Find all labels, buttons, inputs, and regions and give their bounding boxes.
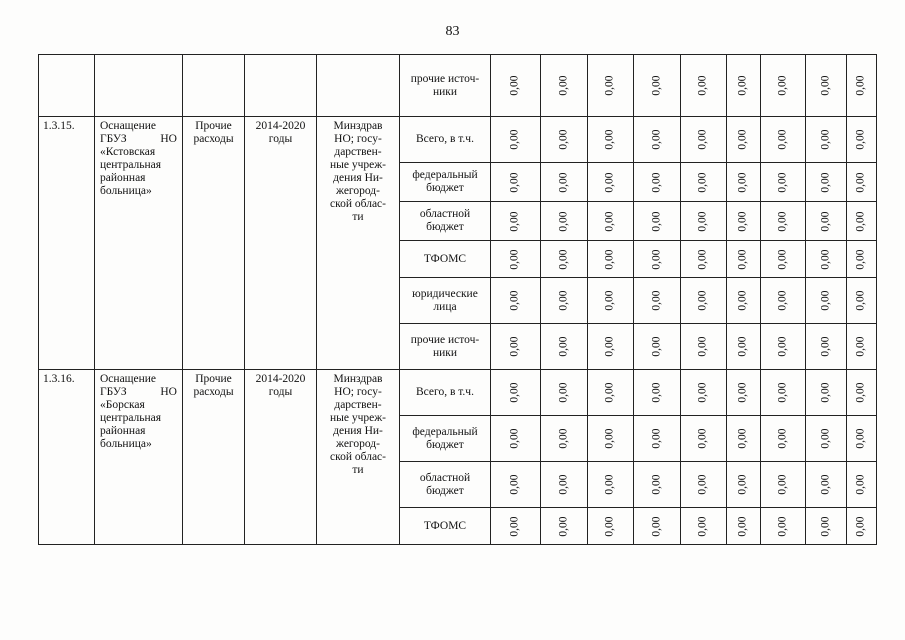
value-cell: 0,00: [727, 416, 761, 462]
value-cell: 0,00: [847, 163, 877, 202]
page-number: 83: [445, 24, 460, 39]
value-cell: 0,00: [588, 163, 634, 202]
value-cell: 0,00: [491, 202, 541, 241]
value-cell: 0,00: [681, 163, 727, 202]
value-cell: 0,00: [761, 462, 806, 508]
value-cell: 0,00: [761, 202, 806, 241]
value-cell: 0,00: [761, 241, 806, 278]
responsible-org: Минздрав НО; госу- дарствен- ные учреж- дения Ни- жегород- ской облас- ти: [317, 117, 400, 370]
value-cell: 0,00: [761, 278, 806, 324]
value-cell: 0,00: [681, 241, 727, 278]
value-cell: 0,00: [491, 370, 541, 416]
item-name: Оснащение ГБУЗ НО «Кстовская центральная районная больница»: [95, 117, 183, 370]
value-cell: 0,00: [588, 324, 634, 370]
value-cell: 0,00: [681, 278, 727, 324]
value-cell: 0,00: [681, 117, 727, 163]
value-cell: 0,00: [681, 370, 727, 416]
value-cell: 0,00: [727, 324, 761, 370]
row-source: областной бюджет: [400, 462, 491, 508]
value-cell: 0,00: [588, 202, 634, 241]
value-cell: 0,00: [588, 278, 634, 324]
value-cell: 0,00: [727, 462, 761, 508]
value-cell: 0,00: [727, 55, 761, 117]
value-cell: 0,00: [634, 416, 681, 462]
value-cell: 0,00: [541, 324, 588, 370]
funding-table: [38, 54, 877, 545]
value-cell: 0,00: [806, 202, 847, 241]
expense-type: Прочие расходы: [183, 117, 245, 370]
value-cell: 0,00: [847, 370, 877, 416]
value-cell: 0,00: [806, 241, 847, 278]
value-cell: 0,00: [541, 117, 588, 163]
value-cell: 0,00: [491, 163, 541, 202]
value-cell: 0,00: [847, 117, 877, 163]
row-source: юридические лица: [400, 278, 491, 324]
value-cell: 0,00: [634, 370, 681, 416]
value-cell: 0,00: [588, 55, 634, 117]
value-cell: 0,00: [491, 416, 541, 462]
value-cell: 0,00: [806, 117, 847, 163]
item-code: 1.3.16.: [39, 370, 95, 545]
value-cell: 0,00: [806, 462, 847, 508]
value-cell: 0,00: [847, 416, 877, 462]
row-source: Всего, в т.ч.: [400, 117, 491, 163]
value-cell: 0,00: [588, 416, 634, 462]
row-source: федеральный бюджет: [400, 163, 491, 202]
value-cell: 0,00: [588, 370, 634, 416]
expense-type: Прочие расходы: [183, 370, 245, 545]
value-cell: 0,00: [806, 416, 847, 462]
value-cell: 0,00: [681, 202, 727, 241]
empty-cell: [183, 55, 245, 117]
row-source: прочие источ- ники: [400, 324, 491, 370]
value-cell: 0,00: [806, 278, 847, 324]
value-cell: 0,00: [541, 416, 588, 462]
value-cell: 0,00: [491, 508, 541, 545]
value-cell: 0,00: [541, 278, 588, 324]
value-cell: 0,00: [491, 324, 541, 370]
value-cell: 0,00: [847, 324, 877, 370]
value-cell: 0,00: [541, 508, 588, 545]
value-cell: 0,00: [634, 241, 681, 278]
row-source: федеральный бюджет: [400, 416, 491, 462]
row-source: Всего, в т.ч.: [400, 370, 491, 416]
value-cell: 0,00: [727, 508, 761, 545]
empty-cell: [317, 55, 400, 117]
value-cell: 0,00: [761, 55, 806, 117]
value-cell: 0,00: [761, 508, 806, 545]
value-cell: 0,00: [634, 278, 681, 324]
row-source: областной бюджет: [400, 202, 491, 241]
value-cell: 0,00: [806, 370, 847, 416]
value-cell: 0,00: [491, 278, 541, 324]
value-cell: 0,00: [634, 117, 681, 163]
value-cell: 0,00: [761, 117, 806, 163]
value-cell: 0,00: [847, 241, 877, 278]
value-cell: 0,00: [727, 241, 761, 278]
value-cell: 0,00: [681, 324, 727, 370]
value-cell: 0,00: [761, 324, 806, 370]
value-cell: 0,00: [727, 117, 761, 163]
value-cell: 0,00: [634, 462, 681, 508]
table-row: [39, 370, 877, 416]
row-source: ТФОМС: [400, 241, 491, 278]
value-cell: 0,00: [681, 462, 727, 508]
value-cell: 0,00: [491, 117, 541, 163]
value-cell: 0,00: [541, 370, 588, 416]
value-cell: 0,00: [588, 462, 634, 508]
value-cell: 0,00: [761, 416, 806, 462]
responsible-org: Минздрав НО; госу- дарствен- ные учреж- дения Ни- жегород- ской облас- ти: [317, 370, 400, 545]
value-cell: 0,00: [634, 55, 681, 117]
value-cell: 0,00: [847, 202, 877, 241]
value-cell: 0,00: [806, 55, 847, 117]
value-cell: 0,00: [588, 117, 634, 163]
value-cell: 0,00: [806, 163, 847, 202]
value-cell: 0,00: [681, 416, 727, 462]
value-cell: 0,00: [541, 202, 588, 241]
row-source: ТФОМС: [400, 508, 491, 545]
value-cell: 0,00: [491, 241, 541, 278]
row-source: прочие источ- ники: [400, 55, 491, 117]
value-cell: 0,00: [847, 55, 877, 117]
table-row: [39, 117, 877, 163]
value-cell: 0,00: [491, 462, 541, 508]
value-cell: 0,00: [761, 370, 806, 416]
value-cell: 0,00: [847, 508, 877, 545]
period-years: 2014-2020 годы: [245, 370, 317, 545]
value-cell: 0,00: [491, 55, 541, 117]
value-cell: 0,00: [634, 324, 681, 370]
value-cell: 0,00: [727, 163, 761, 202]
period-years: 2014-2020 годы: [245, 117, 317, 370]
value-cell: 0,00: [541, 55, 588, 117]
value-cell: 0,00: [727, 278, 761, 324]
empty-cell: [95, 55, 183, 117]
value-cell: 0,00: [634, 508, 681, 545]
value-cell: 0,00: [541, 241, 588, 278]
item-name: Оснащение ГБУЗ НО «Борская центральная районная больница»: [95, 370, 183, 545]
value-cell: 0,00: [806, 508, 847, 545]
value-cell: 0,00: [681, 508, 727, 545]
value-cell: 0,00: [634, 202, 681, 241]
value-cell: 0,00: [761, 163, 806, 202]
table-row: [39, 55, 877, 117]
value-cell: 0,00: [806, 324, 847, 370]
value-cell: 0,00: [634, 163, 681, 202]
value-cell: 0,00: [588, 241, 634, 278]
value-cell: 0,00: [727, 370, 761, 416]
empty-cell: [245, 55, 317, 117]
value-cell: 0,00: [541, 462, 588, 508]
value-cell: 0,00: [541, 163, 588, 202]
value-cell: 0,00: [588, 508, 634, 545]
value-cell: 0,00: [681, 55, 727, 117]
empty-cell: [39, 55, 95, 117]
item-code: 1.3.15.: [39, 117, 95, 370]
value-cell: 0,00: [727, 202, 761, 241]
value-cell: 0,00: [847, 278, 877, 324]
value-cell: 0,00: [847, 462, 877, 508]
